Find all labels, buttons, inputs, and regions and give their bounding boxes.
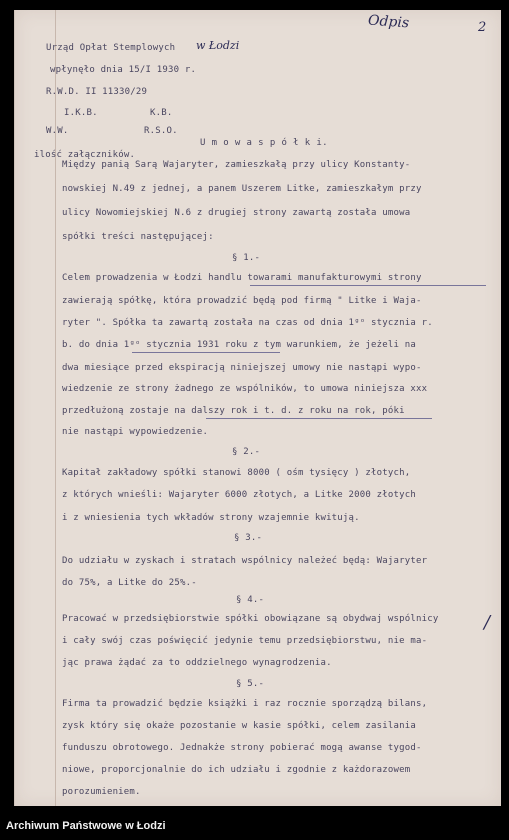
section-heading: § 3.- (234, 533, 263, 543)
body-line: niowe, proporcjonalnie do ich udziału i zgodnie z każdorazowem (62, 765, 411, 775)
pen-underline (132, 352, 280, 353)
office-name: Urząd Opłat Stemplowych (46, 43, 176, 53)
body-line: dwa miesiące przed ekspiracją niniejszej umowy nie nastąpi wypo- (62, 363, 422, 373)
section-heading: § 5.- (236, 679, 265, 689)
body-line: Między panią Sarą Wajaryter, zamieszkałą przy ulicy Konstanty- (62, 160, 411, 170)
body-line: Do udziału w zyskach i stratach wspólnicy należeć będą: Wajaryter (62, 556, 428, 566)
body-line: Firma ta prowadzić będzie książki i raz rocznie sporządzą bilans, (62, 699, 428, 709)
registry-rso: R.S.O. (144, 126, 178, 136)
section-heading: § 2.- (232, 447, 261, 457)
registry-ikb: I.K.B. (64, 108, 98, 118)
section-heading: § 1.- (232, 253, 261, 263)
handwritten-page-number: 2 (478, 20, 487, 35)
handwritten-margin-mark: / (484, 612, 491, 633)
archive-label: Archiwum Państwowe w Łodzi (6, 820, 166, 832)
body-line: z których wnieśli: Wajaryter 6000 złotych, a Litke 2000 złotych (62, 490, 416, 500)
body-line: do 75%, a Litke do 25%.- (62, 578, 197, 588)
body-line: Kapitał zakładowy spółki stanowi 8000 ( ośm tysięcy ) złotych, (62, 468, 411, 478)
body-line: jąc prawa żądać za to oddzielnego wynagrodzenia. (62, 658, 332, 668)
body-line: i cały swój czas poświęcić jedynie temu przedsiębiorstwu, nie ma- (62, 636, 428, 646)
reference-number: R.W.D. II 11330/29 (46, 87, 148, 97)
body-line: i z wniesienia tych wkładów strony wzajemnie kwitują. (62, 513, 360, 523)
body-line: spółki treści następującej: (62, 232, 214, 242)
section-heading: § 4.- (236, 595, 265, 605)
body-line: b. do dnia 1ᵍᵒ stycznia 1931 roku z tym warunkiem, że jeżeli na (62, 340, 416, 350)
body-line: nie nastąpi wypowiedzenie. (62, 427, 209, 437)
body-line: nowskiej N.49 z jednej, a panem Uszerem Litke, zamieszkałym przy (62, 184, 422, 194)
registry-ww: W.W. (46, 126, 69, 136)
handwritten-stamp-word: Odpis (367, 12, 410, 32)
body-line: porozumieniem. (62, 787, 141, 797)
registry-kb: K.B. (150, 108, 173, 118)
pen-underline (206, 418, 432, 419)
document-title: U m o w a s p ó ł k i. (200, 138, 329, 148)
pen-underline (250, 285, 486, 286)
received-date: wpłynęło dnia 15/I 1930 r. (50, 65, 197, 75)
body-line: Celem prowadzenia w Łodzi handlu towarami manufakturowymi strony (62, 273, 422, 283)
body-line: ulicy Nowomiejskiej N.6 z drugiej strony zawartą została umowa (62, 208, 411, 218)
body-line: zysk który się okaże pozostanie w kasie spółki, celem zasilania (62, 721, 416, 731)
body-line: zawierają spółkę, która prowadzić będą pod firmą " Litke i Waja- (62, 296, 422, 306)
body-line: ryter ". Spółka ta zawartą została na czas od dnia 1ᵍᵒ stycznia r. (62, 318, 433, 328)
body-line: Pracować w przedsiębiorstwie spółki obowiązane są obydwaj wspólnicy (62, 614, 439, 624)
body-line: funduszu obrotowego. Jednakże strony pobierać mogą awanse tygod- (62, 743, 422, 753)
body-line: przedłużoną zostaje na dalszy rok i t. d. z roku na rok, póki (62, 406, 405, 416)
archive-footer (0, 814, 509, 840)
attachments-count: ilość załączników. (34, 150, 136, 160)
body-line: wiedzenie ze strony żadnego ze wspólników, to umowa niniejsza xxx (62, 384, 428, 394)
handwritten-office-city: w Łodzi (196, 39, 240, 52)
